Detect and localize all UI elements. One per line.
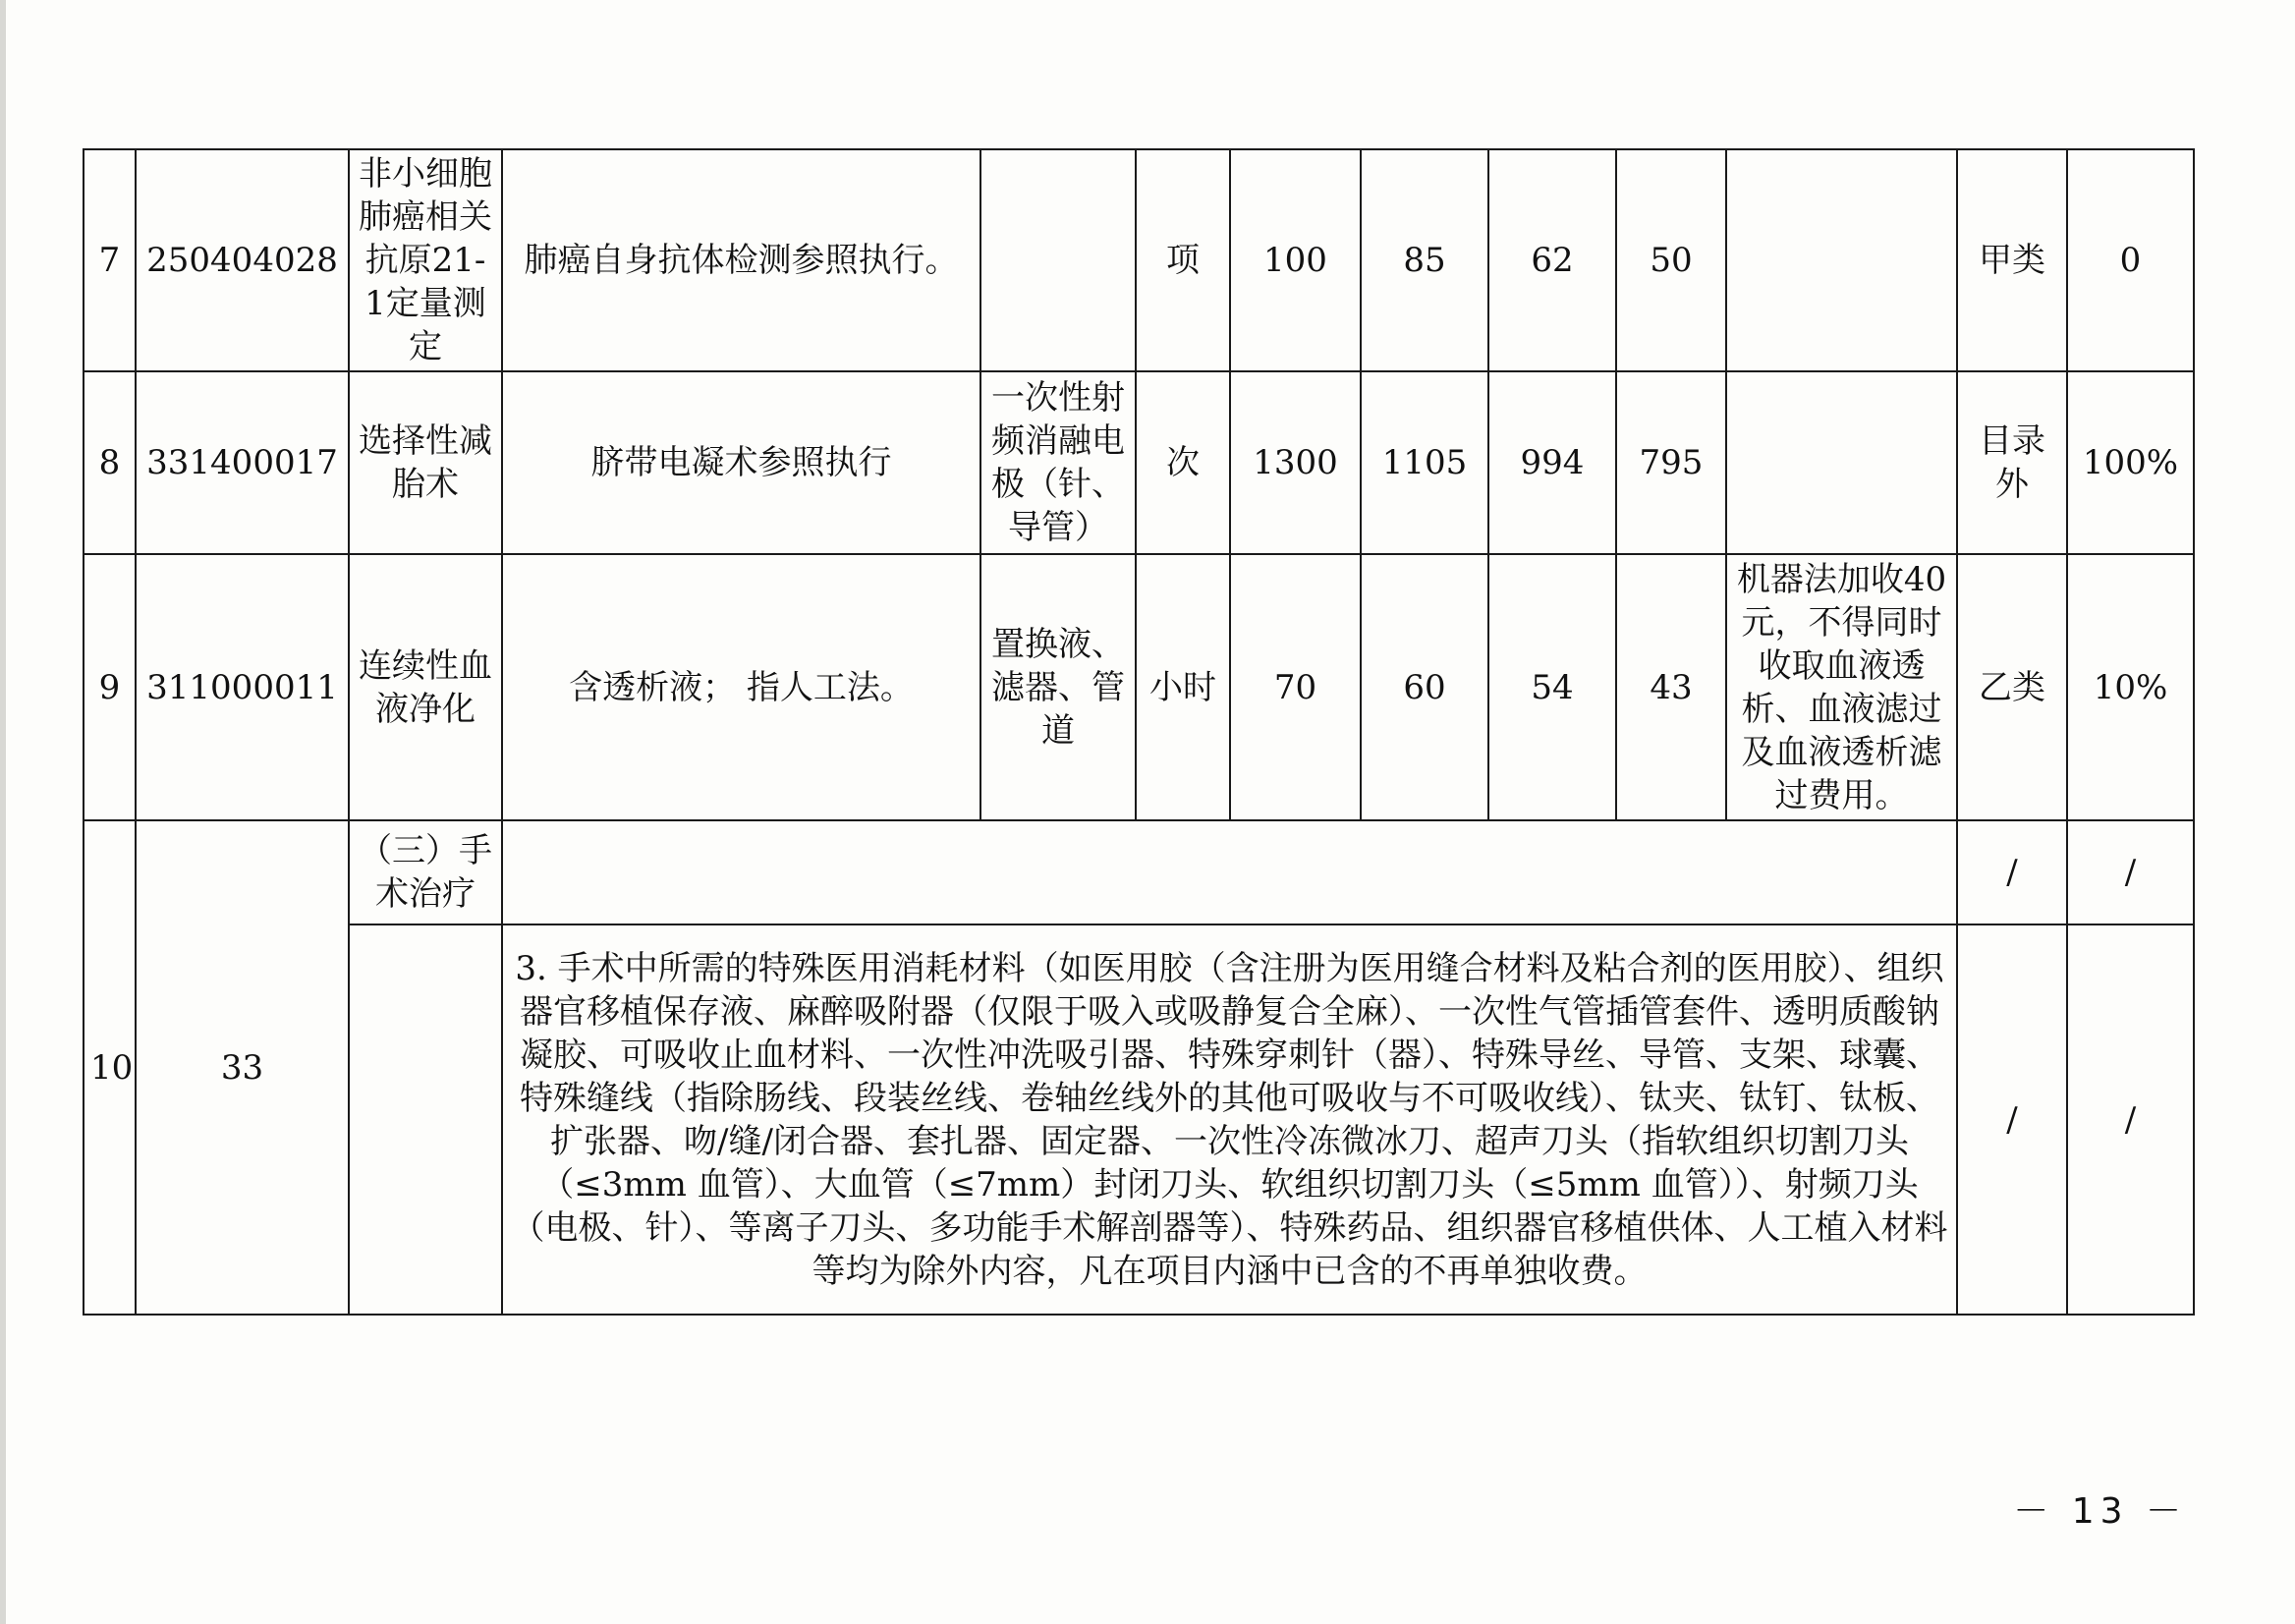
item-name: 非小细胞肺癌相关抗原21-1定量测定 [349,149,502,371]
row-number: 8 [84,371,136,554]
table-row [84,924,2194,1315]
table-row [84,371,2194,554]
exclusion-description: 3. 手术中所需的特殊医用消耗材料（如医用胶（含注册为医用缝合材料及粘合剂的医用胶）、组织器官移植保存液、麻醉吸附器（仅限于吸入或吸静复合全麻）、一次性气管插管套件、透明质酸钠凝胶、可吸收止血材料、一次性冲洗吸引器、特殊穿刺针（器）、特殊导丝、导管、支架、球囊、特殊缝线（指除肠线、段装丝线、卷轴丝线外的其他可吸收与不可吸收线）、钛夹、钛钉、钛板、扩张器、吻/缝/闭合器、套扎器、固定器、一次性冷冻微冰刀、超声刀头（指软组织切割刀头（≤3mm 血管）、大血管（≤7mm）封闭刀头、软组织切割刀头（≤5mm 血管））、射频刀头（电极、针）、等离子刀头、多功能手术解剖器等）、特殊药品、组织器官移植供体、人工植入材料等均为除外内容，凡在项目内涵中已含的不再单独收费。 [502,924,1957,1315]
self-pay-ratio: / [2067,820,2194,924]
item-content: 肺癌自身抗体检测参照执行。 [502,149,980,371]
table-row [84,554,2194,820]
price-4: 795 [1616,371,1726,554]
item-code: 250404028 [136,149,349,371]
unit: 项 [1136,149,1230,371]
price-2: 1105 [1361,371,1488,554]
row-number: 9 [84,554,136,820]
excluded-content: 一次性射频消融电极（针、导管） [980,371,1136,554]
price-2: 85 [1361,149,1488,371]
category: 甲类 [1957,149,2067,371]
self-pay-ratio: / [2067,924,2194,1315]
note: 机器法加收40元，不得同时收取血液透析、血液滤过及血液透析滤过费用。 [1726,554,1957,820]
price-2: 60 [1361,554,1488,820]
price-4: 43 [1616,554,1726,820]
self-pay-ratio: 0 [2067,149,2194,371]
item-name: 选择性减胎术 [349,371,502,554]
table-row [84,149,2194,371]
excluded-content [980,149,1136,371]
section-title: （三）手术治疗 [349,820,502,924]
self-pay-ratio: 100% [2067,371,2194,554]
unit: 次 [1136,371,1230,554]
table-row [84,820,2194,924]
note [1726,371,1957,554]
category: 目录外 [1957,371,2067,554]
price-3: 54 [1488,554,1616,820]
page-number: － 13 － [2013,1491,2187,1532]
item-code: 311000011 [136,554,349,820]
price-1: 1300 [1230,371,1361,554]
note [1726,149,1957,371]
price-4: 50 [1616,149,1726,371]
item-content: 含透析液； 指人工法。 [502,554,980,820]
price-1: 100 [1230,149,1361,371]
item-code: 33 [136,820,349,1315]
row-number: 10 [84,820,136,1315]
unit: 小时 [1136,554,1230,820]
row-number: 7 [84,149,136,371]
item-code: 331400017 [136,371,349,554]
excluded-content: 置换液、滤器、管道 [980,554,1136,820]
fee-table [83,148,2195,1316]
blank-cell [349,924,502,1315]
price-3: 994 [1488,371,1616,554]
section-blank [502,820,1957,924]
category: / [1957,820,2067,924]
item-name: 连续性血液净化 [349,554,502,820]
category: / [1957,924,2067,1315]
item-content: 脐带电凝术参照执行 [502,371,980,554]
price-3: 62 [1488,149,1616,371]
self-pay-ratio: 10% [2067,554,2194,820]
category: 乙类 [1957,554,2067,820]
price-1: 70 [1230,554,1361,820]
